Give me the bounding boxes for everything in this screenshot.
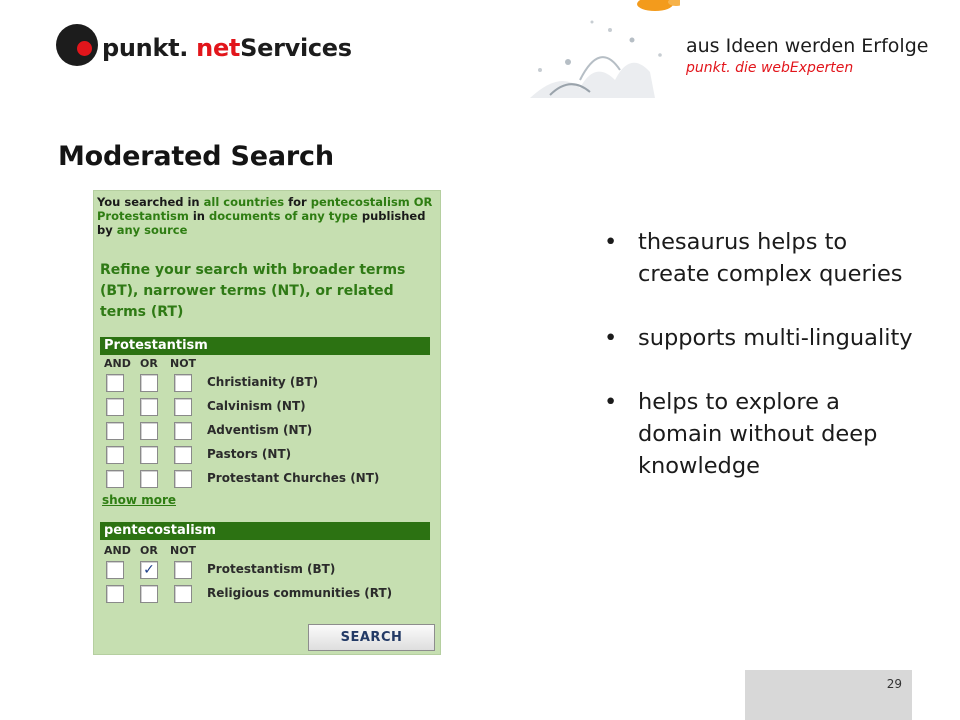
term-label: Protestant Churches (NT) [207, 471, 380, 485]
term-label: Protestantism (BT) [207, 562, 336, 576]
or-checkbox[interactable] [140, 422, 158, 440]
col-not: NOT [170, 357, 197, 370]
bullet-dot-icon: • [604, 389, 618, 415]
logo-mark-icon [56, 24, 98, 66]
and-checkbox[interactable] [106, 470, 124, 488]
and-checkbox[interactable] [106, 446, 124, 464]
and-checkbox[interactable] [106, 585, 124, 603]
not-checkbox[interactable] [174, 422, 192, 440]
slide-title: Moderated Search [58, 141, 334, 172]
doctype-link[interactable]: documents of any type [209, 209, 358, 223]
section-heading-pentecostalism: pentecostalism [100, 522, 430, 540]
not-checkbox[interactable] [174, 585, 192, 603]
bullet-item: • helps to explore a domain without deep knowledge [604, 386, 924, 482]
refine-heading: Refine your search with broader terms (BT), narrower terms (NT), or related terms (RT) [100, 262, 406, 320]
not-checkbox[interactable] [174, 446, 192, 464]
company-logo [56, 24, 352, 66]
col-not: NOT [170, 544, 197, 557]
or-checkbox[interactable] [140, 585, 158, 603]
col-or: OR [140, 544, 158, 557]
section-heading-protestantism: Protestantism [100, 337, 430, 355]
or-checkbox[interactable] [140, 374, 158, 392]
term-label: Pastors (NT) [207, 447, 292, 461]
and-checkbox[interactable] [106, 561, 124, 579]
bullet-item: • supports multi-linguality [604, 322, 924, 354]
or-checkbox[interactable] [140, 470, 158, 488]
not-checkbox[interactable] [174, 561, 192, 579]
col-and: AND [104, 544, 131, 557]
not-checkbox[interactable] [174, 398, 192, 416]
bullet-dot-icon: • [604, 229, 618, 255]
footer-box [745, 670, 912, 720]
term-label: Religious communities (RT) [207, 586, 393, 600]
checkmark-icon: ✓ [143, 562, 155, 578]
and-checkbox[interactable] [106, 398, 124, 416]
not-checkbox[interactable] [174, 470, 192, 488]
source-link[interactable]: any source [116, 223, 188, 237]
or-checkbox[interactable] [140, 398, 158, 416]
bullet-dot-icon: • [604, 325, 618, 351]
search-summary: You searched in all countries for pentecostalism OR Protestantism in documents of any type published by any source [97, 195, 433, 237]
col-or: OR [140, 357, 158, 370]
tagline-main: aus Ideen werden Erfolge [686, 35, 929, 57]
show-more-link[interactable]: show more [102, 493, 176, 507]
search-refine-panel [93, 190, 441, 655]
or-checkbox[interactable] [140, 446, 158, 464]
bullet-item: • thesaurus helps to create complex queries [604, 226, 924, 290]
and-checkbox[interactable] [106, 374, 124, 392]
page-number: 29 [886, 677, 902, 691]
query-text: pentecostalism OR Protestantism [97, 195, 433, 223]
bullet-list [604, 226, 924, 514]
col-and: AND [104, 357, 131, 370]
tagline [686, 34, 928, 78]
not-checkbox[interactable] [174, 374, 192, 392]
logo-text: punkt. netServices [102, 34, 352, 62]
search-button[interactable]: SEARCH [308, 624, 435, 651]
water-splash-icon [520, 0, 680, 102]
and-checkbox[interactable] [106, 422, 124, 440]
term-label: Adventism (NT) [207, 423, 313, 437]
or-checkbox-checked[interactable] [140, 561, 158, 579]
term-label: Calvinism (NT) [207, 399, 306, 413]
term-label: Christianity (BT) [207, 375, 319, 389]
countries-link[interactable]: all countries [203, 195, 285, 209]
tagline-sub: punkt. die webExperten [686, 60, 854, 76]
